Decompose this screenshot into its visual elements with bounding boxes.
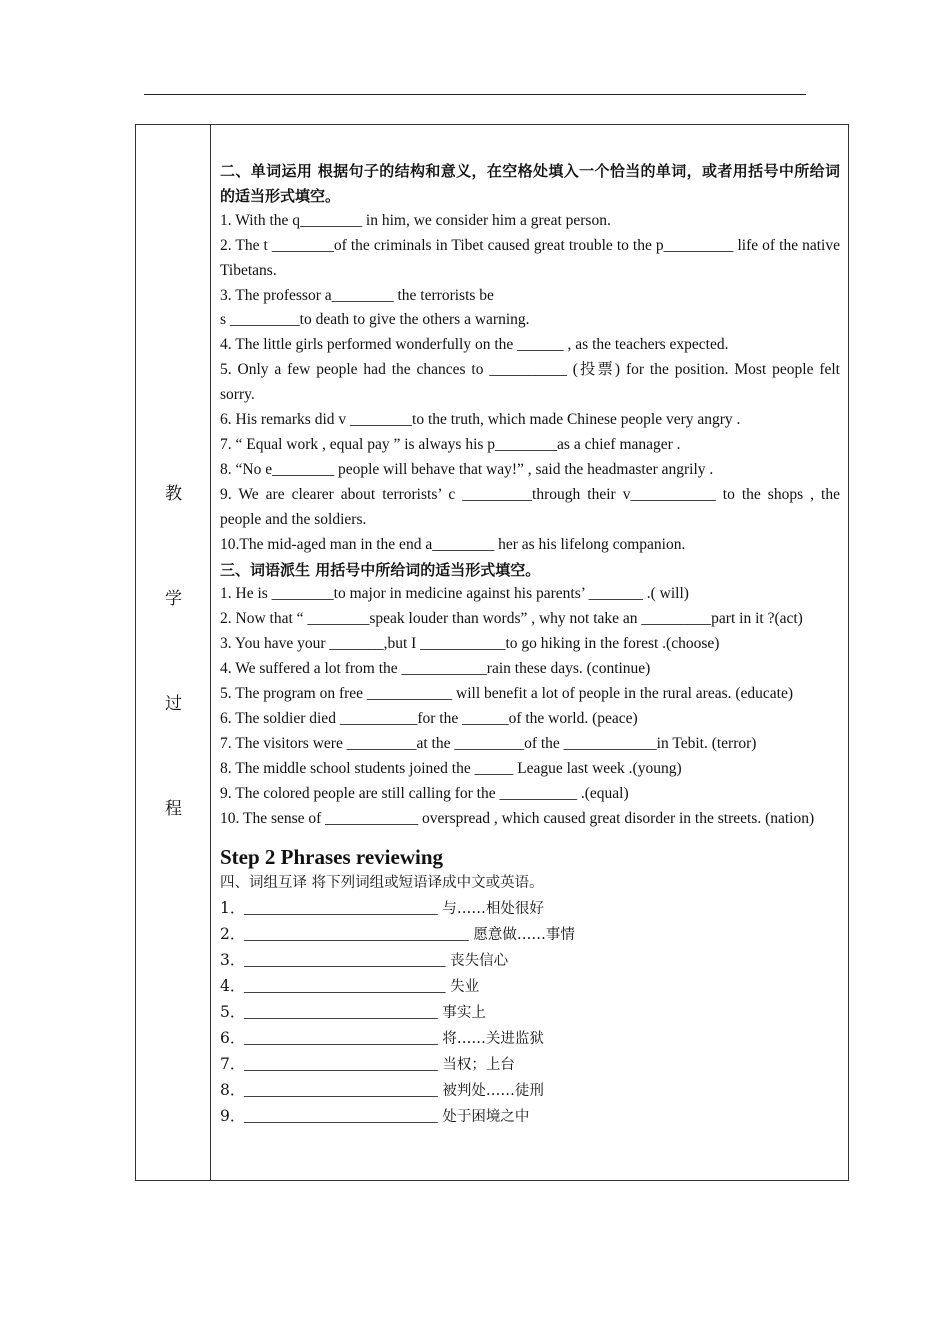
side-label-char: 程 (165, 799, 182, 819)
phrase-blank: __________________________ (244, 978, 446, 996)
phrase-chinese: 愿意做……事情 (468, 927, 575, 944)
exercise-item: 4. We suffered a lot from the ___________rain these days. (continue) (220, 660, 651, 678)
phrase-blank: _____________________________ (244, 926, 469, 944)
phrase-row (220, 922, 840, 948)
phrase-row (220, 1052, 840, 1078)
side-label-char: 过 (165, 694, 182, 714)
phrase-row (220, 1104, 840, 1130)
phrase-blank: _________________________ (244, 1029, 438, 1047)
exercise-item: 7. The visitors were _________at the _________of the ____________in Tebit. (terror) (220, 734, 757, 752)
exercise-item: 8. The middle school students joined the _____ League last week .(young) (220, 759, 682, 777)
phrase-number: 2． (220, 925, 246, 944)
phrase-blank: _________________________ (244, 1081, 438, 1099)
phrase-row (220, 1000, 840, 1026)
exercise-content (220, 159, 840, 1130)
phrase-number: 4． (220, 977, 246, 996)
exercise-item: 3. The professor a________ the terrorists be (220, 286, 494, 304)
exercise-item: 10. The sense of ____________ overspread , which caused great disorder in the streets. (nation) (220, 809, 815, 827)
section2-heading: 二、单词运用 根据句子的结构和意义，在空格处填入一个恰当的单词，或者用括号中所给词的适当形式填空。 (220, 162, 840, 205)
exercise-item: 6. His remarks did v ________to the truth, which made Chinese people very angry . (220, 411, 741, 429)
phrase-row (220, 1026, 840, 1052)
exercise-item: 9. We are clearer about terrorists’ c _________through their v___________ to the shops , the people and the soldiers. (220, 485, 840, 528)
phrase-row (220, 896, 840, 922)
phrase-number: 5． (220, 1003, 246, 1021)
phrase-number: 8． (220, 1080, 246, 1099)
step2-title: Step 2 Phrases reviewing (220, 845, 444, 870)
exercise-item: 7. “ Equal work , equal pay ” is always his p________as a chief manager . (220, 435, 681, 453)
exercise-item: 1. He is ________to major in medicine against his parents’ _______ .( will) (220, 585, 689, 603)
phrase-chinese: 当权；上台 (437, 1056, 515, 1073)
phrase-number: 9． (220, 1106, 246, 1125)
exercise-item: 3. You have your _______,but I ___________to go hiking in the forest .(choose) (220, 635, 720, 653)
phrase-blank: __________________________ (244, 952, 446, 970)
phrase-chinese: 与……相处很好 (437, 901, 544, 918)
section3-heading: 三、词语派生 用括号中所给词的适当形式填空。 (220, 560, 541, 579)
phrase-blank: _________________________ (244, 900, 438, 918)
phrase-number: 7． (220, 1054, 246, 1073)
phrase-chinese: 被判处……徒刑 (437, 1082, 544, 1099)
phrase-number: 3． (220, 951, 246, 970)
exercise-item: 2. The t ________of the criminals in Tibet caused great trouble to the p_________ life of the native Tibetans. (220, 236, 840, 279)
exercise-item: 5. Only a few people had the chances to __________ (投票) for the position. Most people felt sorry. (220, 361, 840, 404)
phrase-row (220, 974, 840, 1000)
side-label-char: 教 (165, 484, 182, 504)
phrase-chinese: 处于困境之中 (437, 1108, 530, 1125)
exercise-item: s _________to death to give the others a warning. (220, 311, 530, 329)
exercise-item: 6. The soldier died __________for the ______of the world. (peace) (220, 709, 638, 727)
phrase-chinese: 丧失信心 (445, 953, 509, 970)
side-label-column (136, 125, 211, 1180)
header-rule (144, 94, 806, 95)
phrase-row (220, 948, 840, 974)
phrase-blank: _________________________ (244, 1107, 438, 1125)
phrase-chinese: 失业 (445, 979, 480, 996)
exercise-item: 10.The mid-aged man in the end a________ her as his lifelong companion. (220, 535, 686, 553)
phrase-row (220, 1078, 840, 1104)
exercise-item: 2. Now that “ ________speak louder than words” , why not take an _________part in it ?(act) (220, 610, 803, 628)
lesson-table (135, 124, 849, 1181)
side-label-char: 学 (165, 589, 182, 609)
exercise-item: 5. The program on free ___________ will benefit a lot of people in the rural areas. (educate) (220, 685, 794, 703)
exercise-item: 9. The colored people are still calling for the __________ .(equal) (220, 784, 629, 802)
step2-subheading: 四、词组互译 将下列词组或短语译成中文或英语。 (220, 875, 544, 892)
phrase-number: 1． (220, 899, 246, 918)
phrase-number: 6． (220, 1028, 246, 1047)
exercise-item: 4. The little girls performed wonderfully on the ______ , as the teachers expected. (220, 336, 729, 354)
phrase-blank: _________________________ (244, 1055, 438, 1073)
exercise-item: 1. With the q________ in him, we consider him a great person. (220, 211, 611, 229)
exercise-item: 8. “No e________ people will behave that way!” , said the headmaster angrily . (220, 460, 714, 478)
phrase-blank: _________________________ (244, 1004, 438, 1021)
phrase-chinese: 将……关进监狱 (437, 1030, 544, 1047)
phrase-chinese: 事实上 (437, 1005, 486, 1021)
